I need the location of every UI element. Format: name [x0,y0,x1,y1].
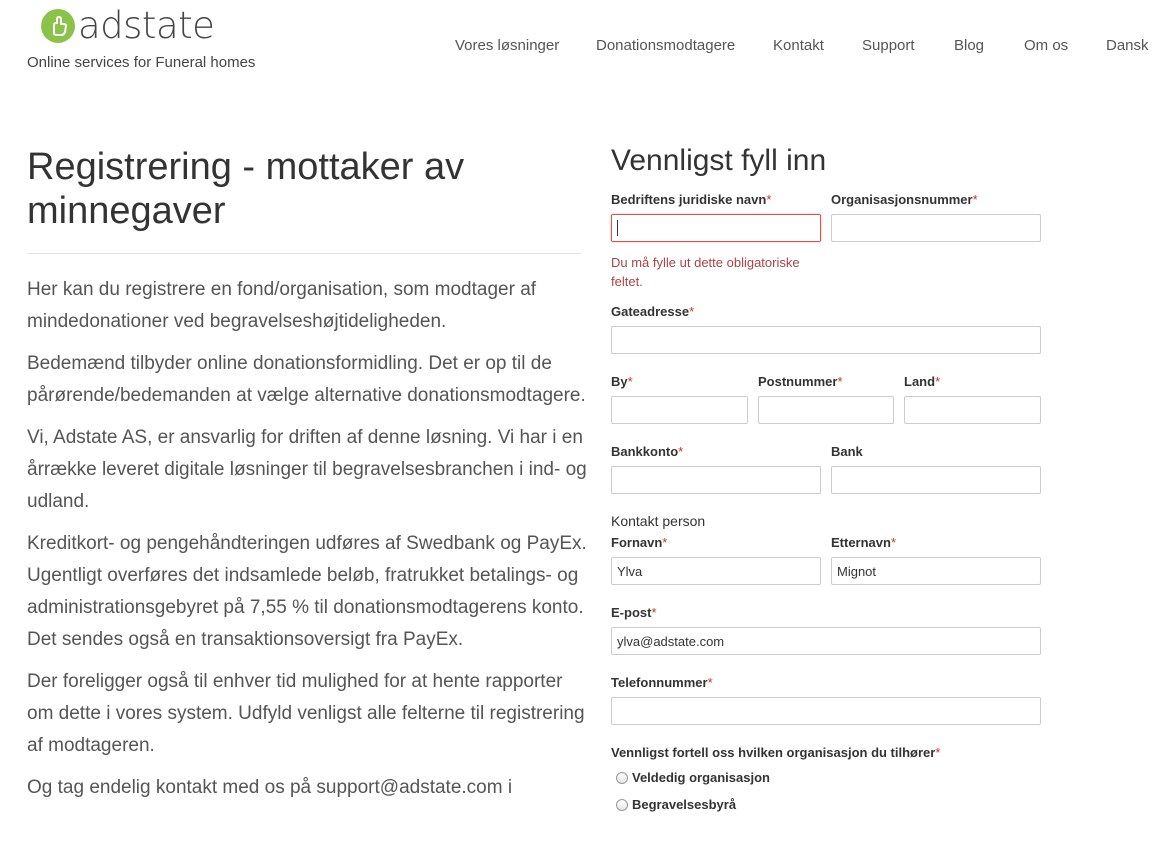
intro-paragraph: Bedemænd tilbyder online donationsformidling. Det er op til de pårørende/bedemanden at vælge alternative donationsmodtagere. [27,353,586,406]
last-name-label: Etternavn* [831,535,897,550]
nav-item-donation-recipients[interactable]: Donationsmodtagere [596,37,736,54]
intro-paragraph: Og tag endelig kontakt med os på support@adstate.com i [27,777,513,798]
radio-charity[interactable] [616,770,770,785]
nav-item-solutions[interactable]: Vores løsninger [455,37,560,54]
brand-name: adstate [78,4,215,47]
form-title: Vennligst fyll inn [611,144,827,177]
contact-person-heading: Kontakt person [611,513,706,529]
nav-item-blog[interactable]: Blog [954,37,985,54]
city-label: By* [611,374,633,389]
bank-account-label: Bankkonto* [611,444,684,459]
intro-text [27,274,589,814]
required-marker: * [707,675,713,690]
radio-button[interactable] [616,799,628,811]
required-marker: * [627,374,633,389]
radio-label: Veldedig organisasjon [632,770,770,785]
nav-item-about[interactable]: Om os [1024,37,1069,54]
intro-paragraph: Her kan du registrere en fond/organisation, som modtager af mindedonationer ved begravelseshøjtideligheden. [27,279,537,332]
street-label: Gateadresse* [611,304,695,319]
required-marker: * [651,605,657,620]
required-marker: * [935,374,941,389]
postal-label: Postnummer* [758,374,843,389]
first-name-input[interactable] [611,557,821,585]
required-marker: * [890,535,897,550]
title-divider [27,253,582,254]
street-input[interactable] [611,326,1041,354]
main-nav [0,37,1163,57]
required-marker: * [662,535,668,550]
org-type-label: Vennligst fortell oss hvilken organisasjon du tilhører* [611,745,941,760]
email-label: E-post* [611,605,657,620]
radio-funeral-agency[interactable] [616,797,736,812]
required-marker: * [935,745,941,760]
required-marker: * [766,192,772,207]
phone-label: Telefonnummer* [611,675,713,690]
tagline: Online services for Funeral homes [27,54,256,71]
last-name-input[interactable] [831,557,1041,585]
legal-name-error: Du må fylle ut dette obligatoriske feltet. [611,255,800,289]
bank-input[interactable] [831,466,1041,494]
first-name-label: Fornavn* [611,535,668,550]
nav-item-support[interactable]: Support [862,37,915,54]
legal-name-input[interactable] [611,214,821,242]
country-input[interactable] [904,396,1041,424]
required-marker: * [678,444,684,459]
text-caret [617,220,618,236]
city-input[interactable] [611,396,748,424]
phone-input[interactable] [611,697,1041,725]
radio-label: Begravelsesbyrå [632,797,737,812]
radio-button[interactable] [616,772,628,784]
intro-paragraph: Der foreligger også til enhver tid mulighed for at hente rapporter om dette i vores system. Udfyld venligst alle felterne til registrering af modtageren. [27,671,585,756]
required-marker: * [837,374,843,389]
intro-paragraph: Vi, Adstate AS, er ansvarlig for driften af denne løsning. Vi har i en årrække leveret digitale løsninger til begravelsesbranchen i ind- og udland. [27,427,587,512]
required-marker: * [689,304,695,319]
org-number-input[interactable] [831,214,1041,242]
bank-account-input[interactable] [611,466,821,494]
legal-name-label: Bedriftens juridiske navn* [611,192,772,207]
postal-input[interactable] [758,396,894,424]
bank-label: Bank [831,444,863,459]
page-title: Registrering - mottaker av minnegaver [27,146,465,232]
nav-item-contact[interactable]: Kontakt [773,37,824,54]
country-label: Land* [904,374,941,389]
org-number-label: Organisasjonsnummer* [831,192,978,207]
intro-paragraph: Kreditkort- og pengehåndteringen udføres af Swedbank og PayEx. Ugentligt overføres det indsamlede beløb, fratrukket betalings- og administrationsgebyret på 7,55 % til donationsmodtagerens konto. Det sendes også en transaktionsoversigt fra PayEx. [27,533,587,650]
required-marker: * [972,192,978,207]
nav-item-language[interactable]: Dansk [1106,37,1149,54]
email-input[interactable] [611,627,1041,655]
